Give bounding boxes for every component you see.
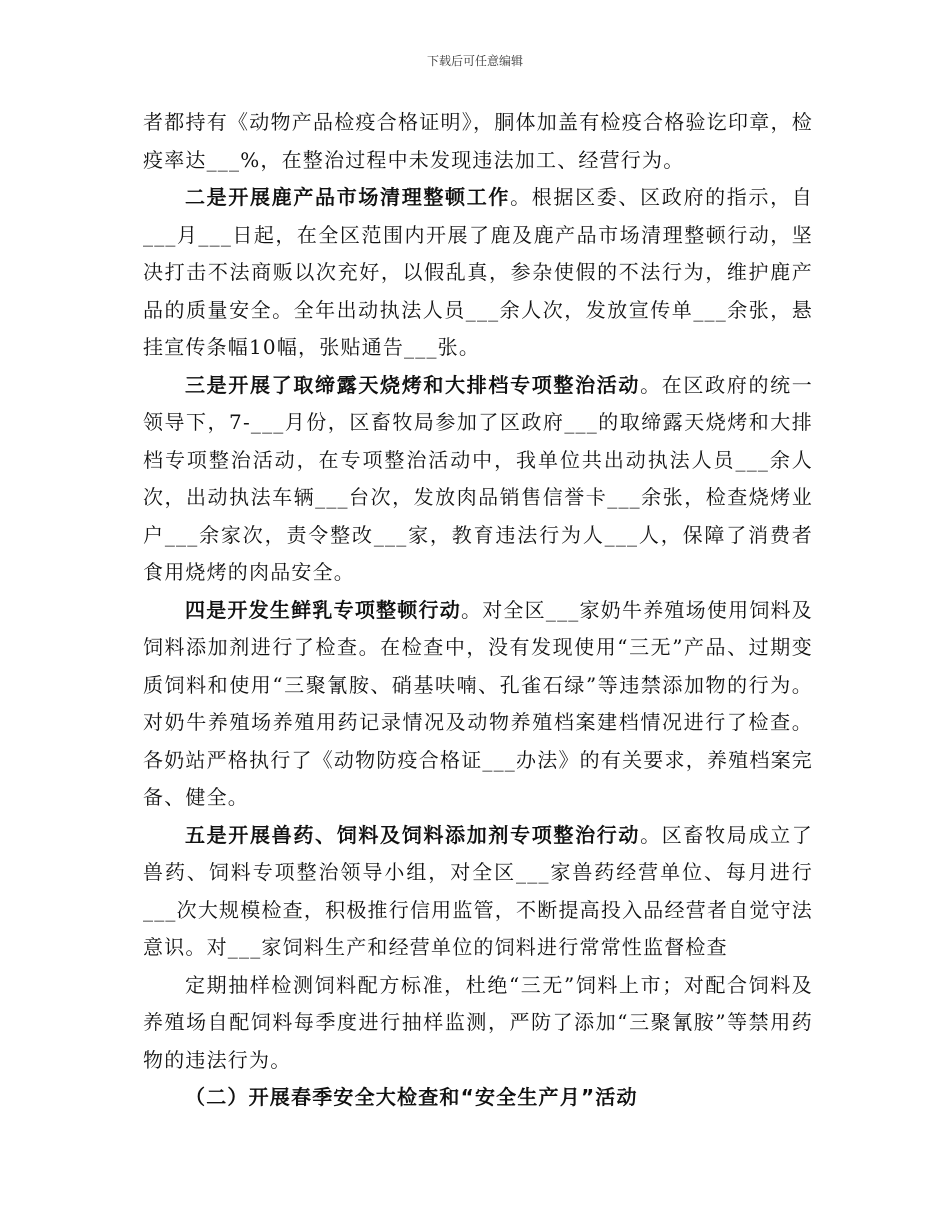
paragraph-text: 。对全区___家奶牛养殖场使用饲料及饲料添加剂进行了检查。在检查中，没有发现使用“三无”产品、过期变质饲料和使用“三聚氰胺、硝基呋喃、孔雀石绿”等违禁添加物的行为。对奶牛养殖场养殖用药记录情况及动物养殖档案建档情况进行了检查。各奶站严格执行了《动物防疫合格证___办法》的有关要求，养殖档案完备、健全。 <box>143 597 813 809</box>
paragraph-feed-sampling <box>143 967 813 1080</box>
paragraph-text: 。在区政府的统一领导下，7-___月份，区畜牧局参加了区政府___的取缔露天烧烤和大排档专项整治活动，在专项整治活动中，我单位共出动执法人员___余人次，出动执法车辆___台次，发放肉品销售信誉卡___余张，检查烧烤业户___余家次，责令整改___家，教育违法行为人___人，保障了消费者食用烧烤的肉品安全。 <box>143 372 813 584</box>
page-header: 下载后可任意编辑 <box>426 54 523 68</box>
paragraph-text: 定期抽样检测饲料配方标准，杜绝“三无”饲料上市；对配合饲料及养殖场自配饲料每季度进行抽样监测，严防了添加“三聚氰胺”等禁用药物的违法行为。 <box>143 972 813 1072</box>
document-body <box>143 104 813 1117</box>
paragraph-lead: 二是开展鹿产品市场清理整顿工作 <box>185 185 511 209</box>
paragraph-lead: 五是开展兽药、饲料及饲料添加剂专项整治行动 <box>185 822 641 847</box>
paragraph-text: 。区畜牧局成立了兽药、饲料专项整治领导小组，对全区___家兽药经营单位、每月进行___次大规模检查，积极推行信用监管，不断提高投入品经营者自觉守法意识。对___家饲料生产和经营单位的饲料进行常常性监督检查 <box>143 822 813 959</box>
paragraph-lead: 三是开展了取缔露天烧烤和大排档专项整治活动 <box>185 372 641 397</box>
section-heading: （二）开展春季安全大检查和“安全生产月”活动 <box>185 1085 638 1109</box>
paragraph-lead: 四是开发生鲜乳专项整顿行动 <box>185 597 461 622</box>
paragraph-fresh-milk <box>143 592 813 817</box>
paragraph-veterinary-drugs <box>143 817 813 967</box>
paragraph-text: 者都持有《动物产品检疫合格证明》，胴体加盖有检疫合格验讫印章，检疫率达___%，在整治过程中未发现违法加工、经营行为。 <box>143 110 813 172</box>
paragraph-continuation <box>143 104 813 179</box>
paragraph-barbecue <box>143 367 813 592</box>
paragraph-text: 。根据区委、区政府的指示，自___月___日起，在全区范围内开展了鹿及鹿产品市场清理整顿行动，坚决打击不法商贩以次充好，以假乱真，参杂使假的不法行为，维护鹿产品的质量安全。全年出动执法人员___余人次，发放宣传单___余张，悬挂宣传条幅10幅，张贴通告___张。 <box>143 185 814 359</box>
paragraph-deer-products <box>143 179 813 367</box>
